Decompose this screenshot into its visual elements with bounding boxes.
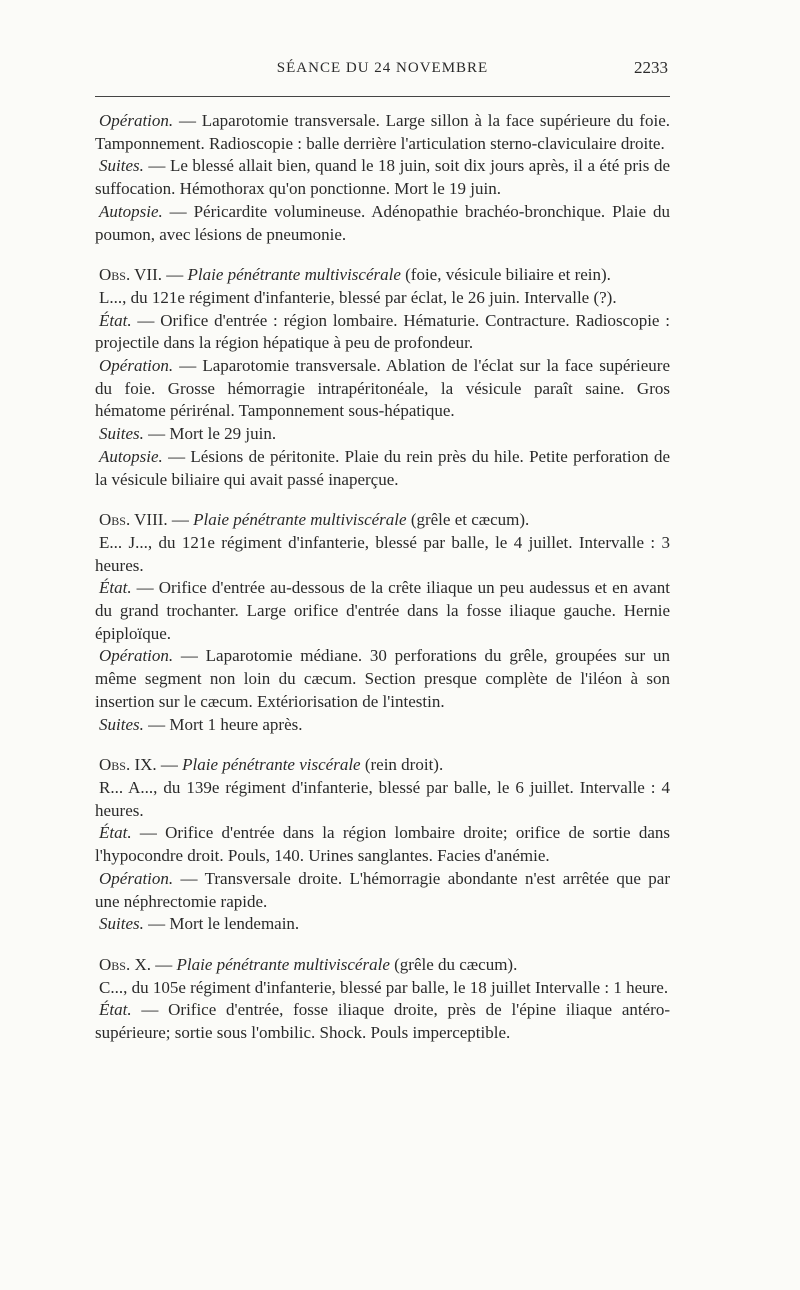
paragraph-text: — Lésions de péritonite. Plaie du rein près du hile. Petite perforation de la vésicule biliaire qui avait passé inaperçue.	[95, 446, 670, 489]
running-title: SÉANCE DU 24 NOVEMBRE	[276, 60, 489, 76]
paragraph	[95, 155, 670, 200]
paragraph	[95, 577, 670, 645]
body-text	[95, 110, 670, 1045]
paragraph-text: — Laparotomie transversale. Large sillon à la face supérieure du foie. Tamponnement. Radioscopie : balle derrière l'articulation sterno-claviculaire droite.	[95, 111, 670, 153]
paragraph	[95, 977, 670, 1000]
page-number: 2233	[634, 58, 668, 77]
paragraph-text: — Orifice d'entrée au-dessous de la crête iliaque un peu audessus et en avant du grand trochanter. Large orifice d'entrée dans la fosse iliaque gauche. Hernie épiploïque.	[95, 578, 670, 643]
observation-heading: Obs. VIII. — Plaie pénétrante multiviscérale (grêle et cæcum).	[99, 510, 530, 530]
observation-title: Plaie pénétrante multiviscérale	[176, 954, 390, 974]
paragraph-text: E... J..., du 121e régiment d'infanterie, blessé par balle, le 4 juillet. Intervalle : 3 heures.	[95, 532, 670, 575]
paragraph	[95, 110, 670, 155]
section-label: État.	[99, 823, 132, 843]
observation-subtitle: (rein droit).	[360, 755, 444, 775]
paragraph	[95, 822, 670, 867]
observation-subtitle: (grêle du cæcum).	[389, 954, 518, 974]
paragraph-text: — Mort 1 heure après.	[143, 714, 303, 734]
section-label: Suites.	[99, 714, 144, 734]
paragraph	[95, 355, 670, 423]
paragraph	[95, 532, 670, 577]
paragraph	[95, 287, 670, 310]
paragraph-text: — Transversale droite. L'hémorragie abondante n'est arrêtée que par une néphrectomie rapide.	[95, 868, 670, 911]
section-label: État.	[99, 310, 132, 330]
paragraph-text: R... A..., du 139e régiment d'infanterie, blessé par balle, le 6 juillet. Intervalle : 4 heures.	[95, 777, 670, 820]
observation-heading: Obs. VII. — Plaie pénétrante multiviscérale (foie, vésicule biliaire et rein).	[99, 265, 611, 285]
observation-number: Obs. VII.	[99, 265, 162, 285]
observation-heading: Obs. X. — Plaie pénétrante multiviscérale (grêle du cæcum).	[99, 954, 518, 974]
paragraph	[95, 310, 670, 355]
paragraph-text: — Péricardite volumineuse. Adénopathie brachéo-bronchique. Plaie du poumon, avec lésions de pneumonie.	[95, 201, 670, 244]
paragraph-text: — Mort le lendemain.	[143, 914, 300, 934]
section-label: Opération.	[99, 111, 174, 130]
paragraph	[95, 714, 670, 737]
section-label: Opération.	[99, 356, 174, 376]
paragraph-text: — Orifice d'entrée : région lombaire. Hématurie. Contracture. Radioscopie : projectile dans la région hépatique à peu de profondeur.	[95, 310, 670, 353]
observation-number: Obs. X.	[99, 954, 151, 974]
observation-number: Obs. VIII.	[99, 510, 168, 530]
paragraph-text: — Laparotomie transversale. Ablation de l'éclat sur la face supérieure du foie. Grosse hémorragie intrapéritonéale, la vésicule paraît saine. Gros hématome périrénal. Tamponnement sous-hépatique.	[95, 356, 670, 421]
paragraph	[95, 868, 670, 913]
section-label: Opération.	[99, 868, 174, 888]
paragraph-text: — Laparotomie médiane. 30 perforations du grêle, groupées sur un même segment non loin du cæcum. Section presque complète de l'iléon à son insertion sur le cæcum. Extériorisation de l'intestin.	[95, 646, 670, 711]
paragraph-text: C..., du 105e régiment d'infanterie, blessé par balle, le 18 juillet Intervalle : 1 heure.	[99, 977, 669, 997]
paragraph	[95, 913, 670, 936]
paragraph-text: — Orifice d'entrée, fosse iliaque droite, près de l'épine iliaque antéro-supérieure; sortie sous l'ombilic. Shock. Pouls imperceptible.	[95, 1000, 670, 1043]
paragraph	[95, 446, 670, 491]
header-rule	[95, 96, 670, 97]
observation-subtitle: (foie, vésicule biliaire et rein).	[400, 265, 611, 285]
paragraph	[95, 423, 670, 446]
observation-title: Plaie pénétrante viscérale	[182, 755, 361, 775]
section-label: Suites.	[99, 424, 144, 444]
paragraph-text: — Le blessé allait bien, quand le 18 juin, soit dix jours après, il a été pris de suffocation. Hémothorax qu'on ponctionne. Mort le 19 juin.	[95, 156, 670, 199]
running-header	[95, 58, 670, 86]
paragraph-text: — Mort le 29 juin.	[143, 424, 277, 444]
section-label: État.	[99, 578, 132, 598]
observation-number: Obs. IX.	[99, 755, 157, 775]
observation-subtitle: (grêle et cæcum).	[406, 510, 530, 530]
observation-heading: Obs. IX. — Plaie pénétrante viscérale (rein droit).	[99, 755, 444, 775]
section-label: Suites.	[99, 156, 144, 176]
paragraph	[95, 645, 670, 713]
paragraph	[95, 777, 670, 822]
section-label: Opération.	[99, 646, 174, 666]
section-label: Autopsie.	[99, 201, 163, 221]
observation-title: Plaie pénétrante multiviscérale	[187, 265, 401, 285]
section-label: Autopsie.	[99, 446, 163, 466]
paragraph	[95, 201, 670, 246]
paragraph-text: L..., du 121e régiment d'infanterie, blessé par éclat, le 26 juin. Intervalle (?).	[99, 287, 617, 307]
paragraph	[95, 999, 670, 1044]
observation-title: Plaie pénétrante multiviscérale	[193, 510, 407, 530]
section-label: État.	[99, 1000, 132, 1020]
paragraph-text: — Orifice d'entrée dans la région lombaire droite; orifice de sortie dans l'hypocondre droit. Pouls, 140. Urines sanglantes. Facies d'anémie.	[95, 823, 670, 866]
section-label: Suites.	[99, 914, 144, 934]
